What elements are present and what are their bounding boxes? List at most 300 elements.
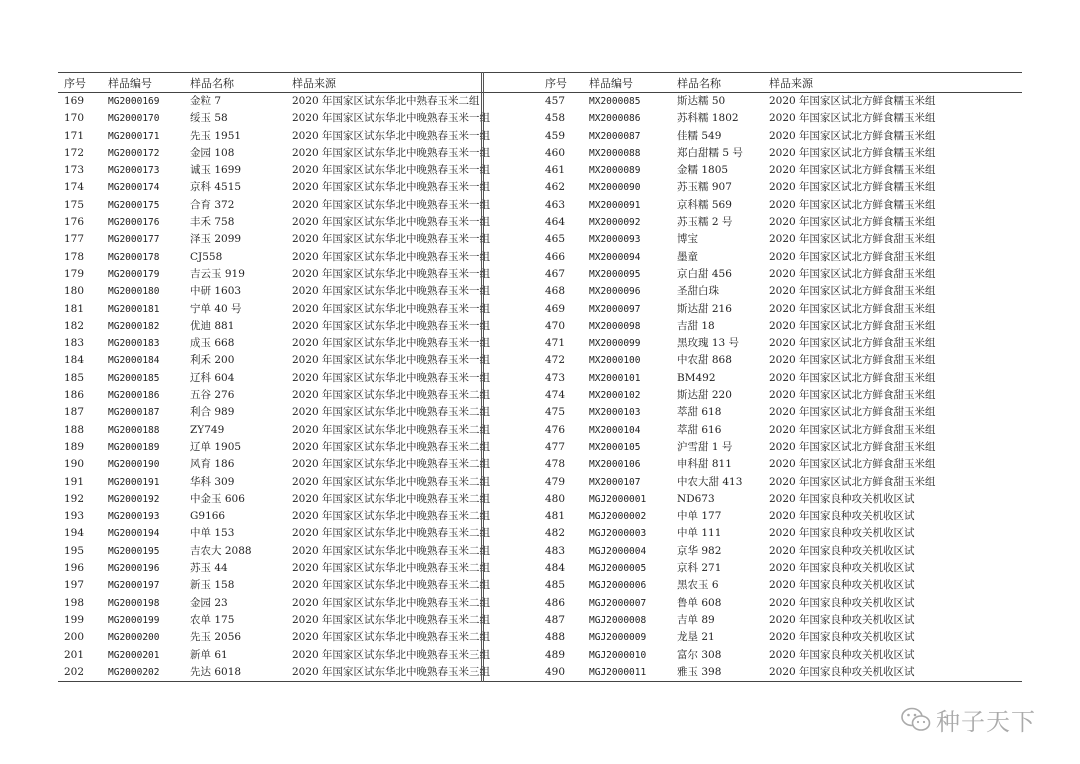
row-sample-source: 2020 年国家区试北方鲜食甜玉米组 [769,337,936,350]
row-index: 477 [545,440,566,453]
row-index: 486 [545,596,566,609]
row-sample-source: 2020 年国家区试北方鲜食甜玉米组 [769,458,936,471]
row-sample-id: MG2000191 [108,476,160,488]
row-sample-source: 2020 年国家区试东华北中熟春玉米二组 [292,95,480,107]
row-sample-id: MG2000172 [108,147,160,159]
row-sample-name: 圣甜白珠 [677,285,719,298]
row-sample-name: 京华 982 [677,544,722,557]
row-index: 182 [64,319,85,332]
left-table-half [58,72,539,682]
row-sample-name: 黑农玉 6 [677,579,719,592]
row-sample-source: 2020 年国家区试北方鲜食糯玉米组 [769,95,936,107]
row-sample-name: 萃甜 618 [677,406,722,419]
table-row [539,335,1022,352]
row-sample-id: MGJ2000002 [589,511,647,523]
table-row [539,560,1022,577]
row-sample-source: 2020 年国家区试东华北中晚熟春玉米二组 [292,510,491,523]
row-index: 457 [545,95,566,107]
table-row [58,93,539,111]
row-sample-name: ZY749 [190,423,225,436]
row-sample-source: 2020 年国家区试东华北中晚熟春玉米二组 [292,458,491,471]
table-row [58,179,539,196]
row-sample-name: 丰禾 758 [190,216,235,229]
row-index: 484 [545,562,566,575]
row-index: 170 [64,112,85,125]
header-row [539,73,1022,93]
row-sample-name: 京科 4515 [190,181,242,194]
row-sample-source: 2020 年国家区试东华北中晚熟春玉米二组 [292,406,491,419]
row-index: 190 [64,458,85,471]
row-sample-name: 鲁单 608 [677,596,722,609]
table-row [58,352,539,369]
row-index: 195 [64,544,85,557]
table-row [539,179,1022,196]
table-row [539,525,1022,542]
row-sample-id: MG2000194 [108,528,160,540]
row-sample-name: 中金玉 606 [190,492,245,505]
row-index: 488 [545,631,566,644]
table-row [539,543,1022,560]
row-index: 172 [64,146,85,159]
row-sample-source: 2020 年国家区试东华北中晚熟春玉米二组 [292,579,491,592]
row-index: 463 [545,198,566,211]
row-sample-name: G9166 [190,510,226,523]
table-row [58,249,539,266]
row-sample-source: 2020 年国家区试东华北中晚熟春玉米一组 [292,285,491,298]
row-sample-id: MG2000171 [108,130,160,142]
row-index: 483 [545,544,566,557]
row-index: 196 [64,562,85,575]
row-sample-id: MX2000101 [589,372,641,384]
row-sample-name: 绥玉 58 [190,112,228,125]
row-sample-id: MX2000097 [589,303,641,315]
table-row [539,629,1022,646]
table-row [58,612,539,629]
row-sample-id: MGJ2000011 [583,664,671,682]
row-sample-source: 2020 年国家区试东华北中晚熟春玉米一组 [292,146,491,159]
row-sample-name: 金园 108 [190,146,235,159]
row-sample-id: MGJ2000005 [589,563,647,575]
row-sample-source: 2020 年国家区试东华北中晚熟春玉米二组 [292,613,491,626]
row-sample-name: 宁单 40 号 [190,302,242,315]
row-sample-id: MX2000087 [589,130,641,142]
row-sample-id: MG2000186 [108,390,160,402]
row-sample-id: MX2000085 [589,96,641,107]
row-sample-id: MG2000175 [108,199,160,211]
row-sample-name: 华科 309 [190,475,235,488]
row-sample-name: 龙垦 21 [677,631,715,644]
row-sample-id: MG2000184 [108,355,160,367]
row-index: 490 [539,664,583,682]
table-row [58,525,539,542]
row-sample-name: 萃甜 616 [677,423,722,436]
row-index: 188 [64,423,85,436]
row-sample-name: 吉农大 2088 [190,544,252,557]
row-sample-source: 2020 年国家区试东华北中晚熟春玉米一组 [292,337,491,350]
row-sample-source: 2020 年国家区试北方鲜食甜玉米组 [769,233,936,246]
row-index: 181 [64,302,85,315]
row-sample-name: 京科 271 [677,562,722,575]
table-row [539,422,1022,439]
row-sample-name: 利合 989 [190,406,235,419]
row-sample-name: 诚玉 1699 [190,164,242,177]
row-sample-id: MX2000095 [589,268,641,280]
row-index: 171 [64,129,85,142]
row-sample-source: 2020 年国家区试东华北中晚熟春玉米一组 [292,181,491,194]
row-index: 471 [545,337,566,350]
row-sample-name: 中单 153 [190,527,235,540]
table-row [539,404,1022,421]
row-sample-id: MX2000091 [589,199,641,211]
row-index: 185 [64,371,85,384]
row-sample-id: MG2000176 [108,217,160,229]
table-row [539,301,1022,318]
row-sample-id: MGJ2000003 [589,528,647,540]
row-sample-source: 2020 年国家区试东华北中晚熟春玉米一组 [292,354,491,367]
table-row [58,404,539,421]
row-sample-id: MX2000098 [589,320,641,332]
row-index: 467 [545,267,566,280]
row-sample-source: 2020 年国家区试北方鲜食糯玉米组 [769,216,936,229]
row-sample-id: MG2000180 [108,286,160,298]
table-row [58,439,539,456]
table-row [58,335,539,352]
row-sample-source: 2020 年国家良种攻关机收区试 [769,596,915,609]
row-sample-source: 2020 年国家区试北方鲜食糯玉米组 [769,198,936,211]
row-sample-name: 优迪 881 [190,319,235,332]
row-sample-id: MG2000174 [108,182,160,194]
row-index: 458 [545,112,566,125]
row-index: 487 [545,613,566,626]
row-sample-id: MG2000200 [108,632,160,644]
row-sample-name: 博宝 [677,233,698,246]
row-sample-source: 2020 年国家区试北方鲜食糯玉米组 [769,181,936,194]
row-sample-name: CJ558 [190,250,223,263]
row-sample-name: 辽科 604 [190,371,235,384]
row-sample-name: 苏玉 44 [190,562,228,575]
table-row [58,266,539,283]
table-row [58,214,539,231]
row-sample-name: 斯达糯 50 [677,95,726,107]
row-index: 201 [64,648,85,661]
row-sample-name: 墨童 [677,250,698,263]
row-index: 186 [64,389,85,402]
table-row [539,595,1022,612]
row-sample-source: 2020 年国家区试东华北中晚熟春玉米一组 [292,198,491,211]
header-index: 序号 [539,73,583,93]
table-row [58,543,539,560]
table-row [58,283,539,300]
row-sample-id: MG2000177 [108,234,160,246]
row-sample-name: 吉云玉 919 [190,267,245,280]
row-sample-id: MG2000202 [102,664,184,682]
row-sample-source: 2020 年国家区试东华北中晚熟春玉米一组 [292,250,491,263]
row-sample-id: MX2000088 [589,147,641,159]
row-sample-name: 斯达甜 216 [677,302,732,315]
row-sample-source: 2020 年国家区试东华北中晚熟春玉米二组 [292,631,491,644]
row-sample-name: 新单 61 [190,648,228,661]
row-sample-id: MG2000190 [108,459,160,471]
row-sample-source: 2020 年国家区试东华北中晚熟春玉米三组 [286,664,539,682]
row-sample-id: MX2000105 [589,441,641,453]
row-index: 472 [545,354,566,367]
row-sample-name: 风育 186 [190,458,235,471]
row-index: 179 [64,267,85,280]
row-sample-id: MX2000093 [589,234,641,246]
row-sample-id: MG2000189 [108,441,160,453]
table-row [539,664,1022,682]
row-sample-id: MGJ2000004 [589,545,647,557]
row-sample-name: 先玉 2056 [190,631,242,644]
row-sample-id: MG2000187 [108,407,160,419]
row-sample-source: 2020 年国家区试东华北中晚熟春玉米一组 [292,319,491,332]
row-sample-source: 2020 年国家区试东华北中晚熟春玉米二组 [292,562,491,575]
row-index: 174 [64,181,85,194]
row-sample-name: 苏科糯 1802 [677,112,739,125]
watermark [900,702,1036,737]
row-sample-source: 2020 年国家区试北方鲜食甜玉米组 [769,267,936,280]
row-sample-source: 2020 年国家良种攻关机收区试 [769,544,915,557]
row-index: 191 [64,475,85,488]
row-sample-name: 吉单 89 [677,613,715,626]
row-sample-id: MX2000090 [589,182,641,194]
row-index: 485 [545,579,566,592]
table-row [539,318,1022,335]
row-sample-id: MX2000099 [589,338,641,350]
header-sample-name: 样品名称 [184,73,286,93]
row-sample-id: MGJ2000001 [589,493,647,505]
row-sample-id: MG2000182 [108,320,160,332]
row-index: 177 [64,233,85,246]
row-sample-source: 2020 年国家区试东华北中晚熟春玉米二组 [292,475,491,488]
row-sample-id: MGJ2000007 [589,597,647,609]
row-sample-source: 2020 年国家区试北方鲜食甜玉米组 [769,389,936,402]
row-sample-source: 2020 年国家区试东华北中晚熟春玉米三组 [292,648,491,661]
row-sample-source: 2020 年国家区试北方鲜食甜玉米组 [769,440,936,453]
header-index: 序号 [58,73,102,93]
row-sample-source: 2020 年国家区试东华北中晚熟春玉米一组 [292,371,491,384]
row-sample-id: MX2000089 [589,165,641,177]
row-sample-id: MX2000100 [589,355,641,367]
row-sample-id: MX2000102 [589,390,641,402]
table-row [539,439,1022,456]
column-divider [481,72,484,682]
row-sample-id: MG2000195 [108,545,160,557]
row-index: 169 [64,95,85,107]
row-sample-id: MX2000086 [589,113,641,125]
row-sample-name: 苏玉糯 2 号 [677,216,733,229]
row-sample-name: 佳糯 549 [677,129,722,142]
row-index: 187 [64,406,85,419]
table-row [58,128,539,145]
table-row [539,266,1022,283]
row-sample-id: MG2000188 [108,424,160,436]
table-row [539,197,1022,214]
row-sample-source: 2020 年国家区试北方鲜食糯玉米组 [769,112,936,125]
row-sample-id: MG2000170 [108,113,160,125]
row-sample-name: 京白甜 456 [677,267,732,280]
row-index: 489 [545,648,566,661]
row-sample-source: 2020 年国家区试东华北中晚熟春玉米一组 [292,129,491,142]
row-index: 197 [64,579,85,592]
row-sample-name: 金粒 7 [190,95,222,107]
row-sample-source: 2020 年国家区试北方鲜食甜玉米组 [769,250,936,263]
row-sample-source: 2020 年国家良种攻关机收区试 [769,510,915,523]
row-sample-source: 2020 年国家区试东华北中晚熟春玉米一组 [292,233,491,246]
row-sample-id: MX2000104 [589,424,641,436]
row-sample-name: 中农大甜 413 [677,475,743,488]
row-sample-id: MG2000201 [108,649,160,661]
table-row [58,387,539,404]
row-index: 479 [545,475,566,488]
row-index: 194 [64,527,85,540]
table-row [539,474,1022,491]
table-row [58,301,539,318]
row-sample-id: MGJ2000010 [589,649,647,661]
row-sample-source: 2020 年国家区试北方鲜食糯玉米组 [769,164,936,177]
row-sample-name: 金糯 1805 [677,164,729,177]
row-sample-name: 先达 6018 [184,664,286,682]
row-sample-source: 2020 年国家区试东华北中晚熟春玉米二组 [292,596,491,609]
row-sample-source: 2020 年国家良种攻关机收区试 [769,562,915,575]
header-sample-name: 样品名称 [671,73,763,93]
watermark-text: 种子天下 [936,708,1036,736]
row-sample-source: 2020 年国家区试东华北中晚熟春玉米二组 [292,389,491,402]
row-sample-source: 2020 年国家区试东华北中晚熟春玉米一组 [292,112,491,125]
table-row [539,352,1022,369]
row-index: 469 [545,302,566,315]
row-index: 460 [545,146,566,159]
row-index: 198 [64,596,85,609]
row-sample-source: 2020 年国家区试东华北中晚熟春玉米一组 [292,164,491,177]
row-index: 176 [64,216,85,229]
row-sample-source: 2020 年国家区试东华北中晚熟春玉米一组 [292,267,491,280]
row-sample-id: MG2000199 [108,614,160,626]
row-index: 200 [64,631,85,644]
row-index: 193 [64,510,85,523]
right-table-half [539,72,1022,682]
row-sample-name: ND673 [677,492,715,505]
table-row [539,456,1022,473]
table-row [58,664,539,682]
row-sample-name: 新玉 158 [190,579,235,592]
table-row [539,93,1022,111]
row-sample-name: 合育 372 [190,198,235,211]
table-row [58,560,539,577]
row-sample-source: 2020 年国家区试北方鲜食糯玉米组 [769,146,936,159]
row-index: 476 [545,423,566,436]
row-sample-name: 辽单 1905 [190,440,242,453]
row-sample-source: 2020 年国家区试北方鲜食甜玉米组 [769,285,936,298]
row-sample-id: MG2000169 [108,96,160,107]
row-sample-source: 2020 年国家区试北方鲜食甜玉米组 [769,371,936,384]
row-sample-id: MGJ2000006 [589,580,647,592]
row-sample-name: 五谷 276 [190,389,235,402]
table-row [539,214,1022,231]
row-sample-id: MG2000193 [108,511,160,523]
table-row [539,612,1022,629]
table-row [58,370,539,387]
table-row [539,647,1022,664]
header-sample-source: 样品来源 [763,73,1022,93]
row-sample-source: 2020 年国家区试东华北中晚熟春玉米二组 [292,544,491,557]
row-sample-source: 2020 年国家良种攻关机收区试 [769,527,915,540]
header-row [58,73,539,93]
row-index: 173 [64,164,85,177]
table-row [539,577,1022,594]
header-sample-id: 样品编号 [102,73,184,93]
row-sample-id: MG2000179 [108,268,160,280]
row-index: 466 [545,250,566,263]
table-row [58,629,539,646]
row-sample-id: MX2000094 [589,251,641,263]
table-row [539,508,1022,525]
row-sample-id: MX2000092 [589,217,641,229]
row-index: 480 [545,492,566,505]
table-row [58,647,539,664]
row-index: 461 [545,164,566,177]
row-index: 475 [545,406,566,419]
wechat-icon [900,706,932,734]
table-row [58,197,539,214]
row-sample-name: 郑白甜糯 5 号 [677,146,743,159]
row-sample-id: MG2000196 [108,563,160,575]
table-row [539,162,1022,179]
row-sample-name: 黑玫瑰 13 号 [677,337,740,350]
table-row [58,491,539,508]
row-index: 473 [545,371,566,384]
row-sample-name: 申科甜 811 [677,458,732,471]
table-row [539,491,1022,508]
row-sample-name: 中农甜 868 [677,354,732,367]
row-index: 468 [545,285,566,298]
row-sample-name: 斯达甜 220 [677,389,732,402]
row-sample-id: MGJ2000009 [589,632,647,644]
row-sample-source: 2020 年国家区试北方鲜食甜玉米组 [769,475,936,488]
row-sample-name: 苏玉糯 907 [677,181,732,194]
row-sample-id: MG2000198 [108,597,160,609]
table-row [58,508,539,525]
row-index: 465 [545,233,566,246]
table-row [539,249,1022,266]
header-sample-source: 样品来源 [286,73,539,93]
table-row [58,145,539,162]
left-table [58,72,539,682]
row-index: 459 [545,129,566,142]
row-sample-id: MG2000181 [108,303,160,315]
row-sample-source: 2020 年国家区试东华北中晚熟春玉米一组 [292,302,491,315]
row-index: 474 [545,389,566,402]
table-row [539,145,1022,162]
row-sample-source: 2020 年国家区试北方鲜食甜玉米组 [769,423,936,436]
row-sample-name: 中单 111 [677,527,722,540]
table-row [539,370,1022,387]
table-row [58,110,539,127]
row-index: 178 [64,250,85,263]
right-table [539,72,1022,682]
header-sample-id: 样品编号 [583,73,671,93]
row-sample-name: 中研 1603 [190,285,242,298]
row-index: 183 [64,337,85,350]
row-sample-name: 沪雪甜 1 号 [677,440,733,453]
row-sample-id: MG2000185 [108,372,160,384]
row-sample-id: MG2000192 [108,493,160,505]
row-sample-source: 2020 年国家良种攻关机收区试 [769,631,915,644]
row-sample-name: 吉甜 18 [677,319,715,332]
sample-table [58,72,1022,682]
row-sample-source: 2020 年国家良种攻关机收区试 [763,664,1022,682]
row-sample-name: BM492 [677,371,716,384]
